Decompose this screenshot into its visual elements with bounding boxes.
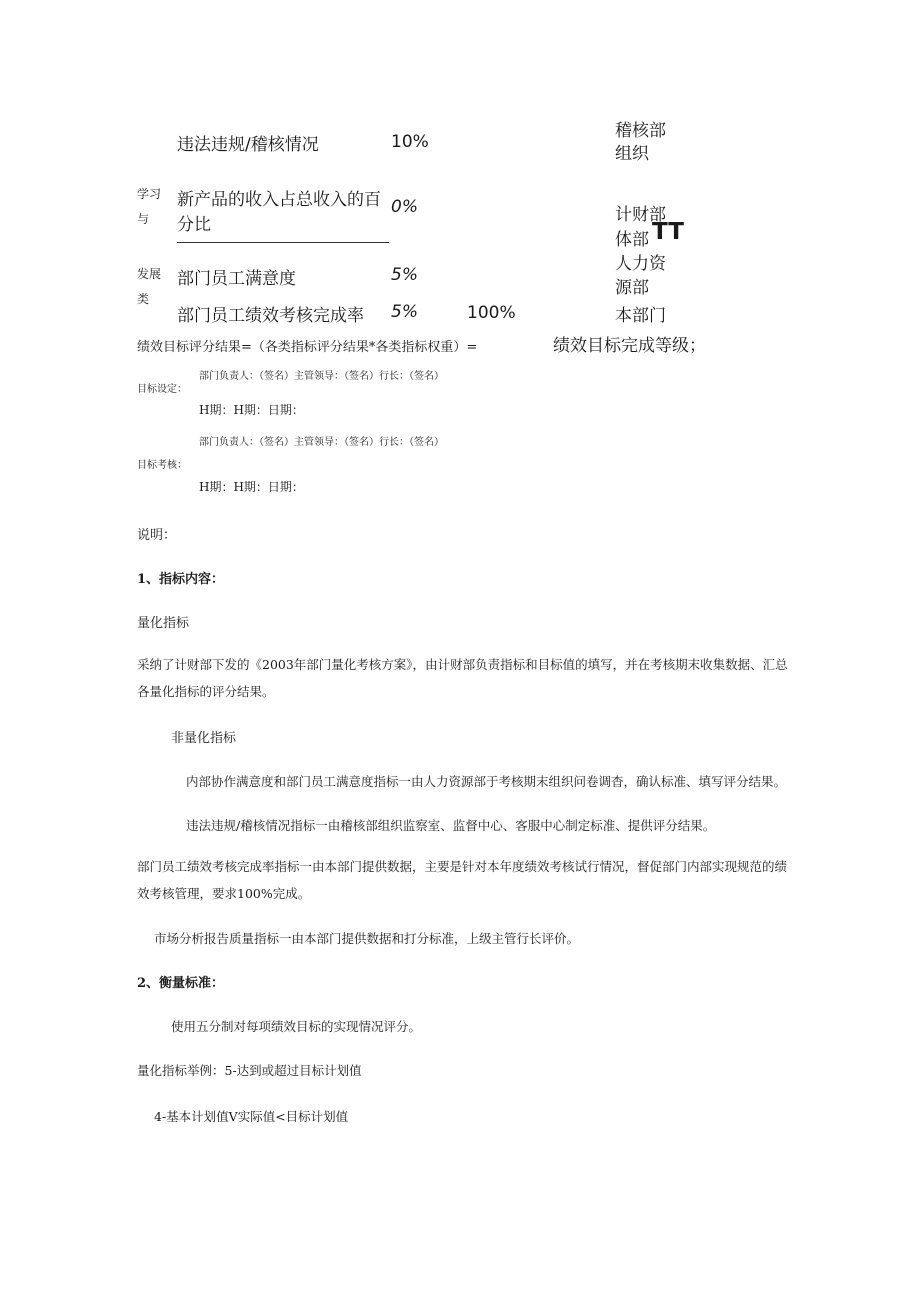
category-learning-3: 发展 (137, 267, 162, 281)
market-text: 市场分析报告质量指标一由本部门提供数据和打分标准，上级主管行长评价。 (154, 931, 580, 946)
section-2-title: 2、衡量标准： (137, 976, 225, 991)
example-text: 量化指标举例：5-达到或超过目标计划值 (137, 1063, 362, 1078)
weight-completion: 5% (391, 302, 418, 322)
owner-satisfaction-line2: 源部 (615, 278, 649, 298)
owner-new-product-line1: 计财部 (615, 205, 666, 225)
nonquant-title: 非量化指标 (171, 731, 237, 746)
owner-new-product-line2: 体部 (615, 230, 649, 250)
completion-text: 部门员工绩效考核完成率指标一由本部门提供数据，主要是针对本年度绩效考核试行情况，督促部门内部实现规范的绩效考核管理，要求100%完成。 (137, 859, 788, 901)
owner-violation-line1: 稽核部 (615, 121, 666, 141)
weight-new-product: 0% (391, 197, 418, 217)
level-4-text: 4-基本计划值V实际值<目标计划值 (154, 1109, 349, 1124)
indicator-new-product-line2: 分比 (177, 215, 211, 235)
indicator-satisfaction: 部门员工满意度 (177, 269, 296, 289)
indicator-new-product-line1: 新产品的收入占总收入的百 (177, 190, 381, 210)
indicator-violation: 违法违规/稽核情况 (177, 135, 319, 155)
setting-signers: 部门负责人：（签名）主管领导：（签名）行长：（签名） (199, 371, 444, 382)
notes-heading: 说明： (137, 528, 177, 543)
formula-left: 绩效目标评分结果=（各类指标评分结果*各类指标权重）= (137, 340, 478, 355)
review-dates: H期：H期：日期： (199, 480, 304, 494)
setting-label: 目标设定： (137, 384, 187, 395)
owner-completion: 本部门 (615, 306, 666, 326)
nonquant-item-2: 违法违规/稽核情况指标一由稽核部组织监察室、监督中心、客服中心制定标准、提供评分结果。 (186, 818, 716, 833)
owner-new-product-mark: TT (652, 219, 684, 245)
weight-violation: 10% (391, 132, 429, 152)
weight-satisfaction: 5% (391, 265, 418, 285)
category-learning-1: 学习 (137, 187, 162, 201)
quant-text: 采纳了计财部下发的《2003年部门量化考核方案》，由计财部负责指标和目标值的填写，并在考核期末收集数据、汇总各量化指标的评分结果。 (137, 657, 788, 699)
review-label: 目标考核： (137, 460, 187, 471)
category-learning-4: 类 (137, 292, 150, 306)
quant-title: 量化指标 (137, 616, 190, 631)
row-divider (177, 242, 389, 243)
indicator-completion: 部门员工绩效考核完成率 (177, 306, 364, 326)
review-signers: 部门负责人：（签名）主管领导：（签名）行长：（签名） (199, 437, 444, 448)
owner-satisfaction-line1: 人力资 (615, 254, 666, 274)
category-learning-2: 与 (137, 212, 150, 226)
target-completion: 100% (467, 303, 516, 323)
scale-text: 使用五分制对每项绩效目标的实现情况评分。 (171, 1019, 422, 1034)
setting-dates: H期：H期：日期： (199, 403, 304, 417)
formula-right: 绩效目标完成等级； (553, 336, 706, 356)
section-1-title: 1、指标内容： (137, 572, 225, 587)
owner-violation-line2: 组织 (615, 144, 649, 164)
nonquant-item-1: 内部协作满意度和部门员工满意度指标一由人力资源部于考核期末组织问卷调杳，确认标准、填写评分结果。 (186, 774, 787, 789)
